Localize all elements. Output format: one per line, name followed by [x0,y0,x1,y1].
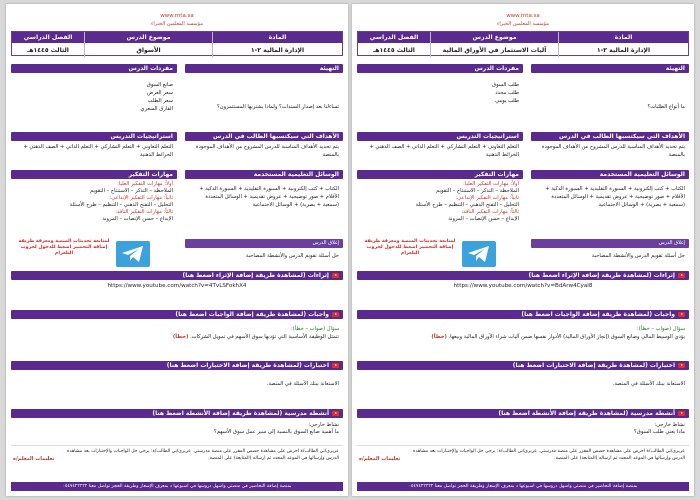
term-value: الثالث ١٤٤٥هـ [373,46,415,54]
strategies-text: التعلم التعاوني + التعلم التشاركي + التعلم الذاتي + الصف الذهني + الخرائط الذهنية [369,144,519,158]
homework-question: تتمثل الوظيفة الأساسية التي تؤديها سوق الأسهم في تمويل الشركات. [190,334,339,340]
media-title: الوسائل التعليمية المستخدمة [185,170,343,179]
tests-title-bar[interactable] [357,361,689,370]
notes-section [357,445,689,475]
tests-section [11,361,343,401]
topic-value: الأسواق [84,43,212,57]
vocab-list [11,73,177,115]
intro-title: التهيئة [185,64,343,73]
objectives-section [185,132,343,168]
homework-section [11,310,343,356]
notes-label: تعليمات المعلم/ة [13,456,55,462]
youtube-icon[interactable] [332,312,339,317]
notes-text: عزيزي/تي الطالب/ة احرص على مشاهدة حصص المقرر على منصة مدرستي. عزيزي/تي الطالب/ة: يرجى حل الواجبات والإختبارات بعد مشاهدة الدرس وإرسالها في الموعد المحدد ثم ارساله (المتابعة) على المنصة. [67,449,339,461]
objectives-title: الأهداف التي سيكتسبها الطالب في الدرس [531,132,689,141]
thinking-title: مهارات التفكير [11,170,177,179]
vocab-item: سعر الطلب [147,98,173,104]
homework-question-type: سؤال (صواب – خطأ): [290,326,339,332]
notes-label: تعليمات المعلم/ة [359,456,401,462]
thinking-skills-2: التحليل – التفتح الذهني – التنظيم – طرح الأسئلة [415,202,519,208]
closing-title: إغلاق الدرس [185,239,343,248]
homework-question: يؤدي الوسيط المالي وصانع السوق (إنجاز الأوراق المالية) الأدوار نفسها ضمن آليات شراء الأوراق المالية وبيعها. [448,334,685,340]
closing-section [185,239,343,267]
vocab-section [11,64,177,130]
closing-section [531,239,689,267]
vocab-title: مفردات الدرس [11,64,177,73]
term-label: الفصل الدراسي [358,32,430,43]
lesson-plan-page [6,4,348,496]
topic-value: آليات الاستثمار في الأوراق المالية [430,43,558,57]
tests-title: اختبارات (لمشاهدة طريقة إضافة الاختبارات اضغط هنا) [166,362,329,369]
enrich-section [357,271,689,299]
lesson-header-table [11,31,343,56]
thinking-level-1: أولاً: مهارات التفكير العليا: [117,181,173,187]
thinking-title: مهارات التفكير [357,170,523,179]
vocab-item: طلب يومي [495,98,519,104]
strategies-section [11,132,177,168]
enrich-url[interactable]: https://www.youtube.com/watch?v=4TvLSFokhX4 [107,283,247,289]
site-url[interactable]: www.mta.sa [160,13,194,19]
activity-section [11,409,343,445]
institute-name: مؤسسة المعلمين الخبراء [151,21,203,27]
closing-text: حل أسئلة تقويم الدرس والأنشطة المصاحبة [591,253,685,259]
youtube-icon[interactable] [332,273,339,278]
tests-section [357,361,689,401]
vocab-item: صانع السوق [146,82,173,88]
youtube-icon[interactable] [332,363,339,368]
homework-title: واجبات (لمشاهدة طريقة إضافة الواجبات اضغط هنا) [175,311,329,318]
youtube-icon[interactable] [678,312,685,317]
thinking-level-3: ثالثاً: مهارات التفكير الناقد: [115,209,173,215]
enrich-title-bar[interactable] [357,271,689,280]
youtube-icon[interactable] [678,411,685,416]
thinking-level-3: ثالثاً: مهارات التفكير الناقد: [461,209,519,215]
telegram-follow-link[interactable]: لمتابعة تحديثات المنصة ومعرفة طريقة إضافة التحضير اضغط للدخول لجروب التلغرام [18,239,110,256]
thinking-skills-2: التحليل – التفتح الذهني – التنظيم – طرح الأسئلة [69,202,173,208]
thinking-skills-1: الملاحظة – التذكر – الاستنتاج – التقويم [90,188,173,194]
tests-title-bar[interactable] [11,361,343,370]
intro-section [531,64,689,130]
intro-text: تساءلنا بعد إصدار السندات؟ ولماذا يشتريها المستثمرون؟ [217,104,339,110]
strategies-text: التعلم التعاوني + التعلم التشاركي + التعلم الذاتي + الصف الذهني + الخرائط الذهنية [23,144,173,158]
tests-text: الاستعانة ببنك الأسئلة في المنصة. [612,381,685,387]
subject-value: الإدارة المالية ٢-١ [212,43,342,57]
activity-label: نشاط خارجي: [654,422,685,428]
activity-title-bar[interactable] [357,409,689,418]
homework-answer: (خطأ) [431,334,447,340]
media-text: الكتاب + كتب إلكترونية + السبورة التقليدية + السبورة الذكية + الأقلام + صور توضيحية + عروض تقديمية + الوسائل المتعددة (سمعية + بصرية) + الوسائل الاجتماعية [199,186,339,208]
footer-bar: بمنصة إضافة التحاضير في منصتي واسهل دروسها في اسبوعها د بمعرف الإسعار وطريقة الحجز تواصل معنا ٠٥٤٧٤٢٢٢٢٢ [357,482,689,491]
objectives-text: يتم تحديد الأهداف المناسبة للدرس المشروح من الأهداف الموجودة بالمنصة [541,144,685,158]
homework-title: واجبات (لمشاهدة طريقة إضافة الواجبات اضغط هنا) [521,311,675,318]
youtube-icon[interactable] [678,363,685,368]
homework-question-type: سؤال (صواب – خطأ): [636,326,685,332]
thinking-skills-3: الإبداع – حسن الإنصات – المرونة [102,216,173,222]
notes-section [11,445,343,475]
youtube-icon[interactable] [332,411,339,416]
homework-title-bar[interactable] [11,310,343,319]
thinking-level-2: ثانياً: مهارات التفكير الإبداعي: [455,195,519,201]
homework-section [357,310,689,356]
term-label: الفصل الدراسي [12,32,84,43]
tests-text: الاستعانة ببنك الأسئلة في المنصة. [266,381,339,387]
activity-text: ماذا يعني طلب السوق؟ [634,429,685,435]
footer-bar: بمنصة إضافة التحاضير في منصتي واسهل دروسها في اسبوعها د بمعرف الإسعار وطريقة الحجز تواصل معنا ٠٥٤٧٤٢٢٢٢٢ [11,482,343,491]
media-section [531,170,689,236]
media-text: الكتاب + كتب إلكترونية + السبورة التقليدية + السبورة الذكية + الأقلام + صور توضيحية + عروض تقديمية + الوسائل المتعددة (سمعية + بصرية) + الوسائل الاجتماعية [545,186,685,208]
thinking-section [357,170,523,236]
activity-section [357,409,689,445]
thinking-level-2: ثانياً: مهارات التفكير الإبداعي: [109,195,173,201]
lesson-header-table [357,31,689,56]
homework-title-bar[interactable] [357,310,689,319]
media-title: الوسائل التعليمية المستخدمة [531,170,689,179]
closing-text: حل أسئلة تقويم الدرس والأنشطة المصاحبة [245,253,339,259]
topic-label: موضوع الدرس [430,32,558,43]
youtube-icon[interactable] [678,273,685,278]
subject-label: المادة [558,32,688,43]
closing-title: إغلاق الدرس [531,239,689,248]
telegram-icon[interactable] [462,241,496,267]
media-section [185,170,343,236]
thinking-section [11,170,177,236]
intro-title: التهيئة [531,64,689,73]
topic-label: موضوع الدرس [84,32,212,43]
enrich-title: إثراءات (لمشاهدة طريقة إضافة الإثراء اضغط هنا) [528,272,675,279]
activity-text: ما أهمية صانع السوق بالنسبة إلى سير عمل سوق الأسهم؟ [214,429,339,435]
vocab-item: طلب محدد [495,90,519,96]
term-value: الثالث ١٤٤٥هـ [27,46,69,54]
telegram-icon[interactable] [116,241,150,267]
activity-title-bar[interactable] [11,409,343,418]
enrich-section [11,271,343,299]
institute-name: مؤسسة المعلمين الخبراء [497,21,549,27]
site-url[interactable]: www.mta.sa [506,13,540,19]
thinking-level-1: أولاً: مهارات التفكير العليا: [463,181,519,187]
activity-title: أنشطة مدرسية (لمشاهدة طريقة إضافة الأنشطة اضغط هنا) [498,410,675,417]
vocab-item: طلب السوق [492,82,519,88]
vocab-section [357,64,523,130]
enrich-url[interactable]: https://www.youtube.com/watch?v=BdArw4Cyal8 [453,283,593,289]
lesson-plan-page [352,4,694,496]
homework-answer: (خطأ) [172,334,189,340]
notes-text: عزيزي/تي الطالب/ة احرص على مشاهدة حصص المقرر على منصة مدرستي. عزيزي/تي الطالب/ة: يرجى حل الواجبات والإختبارات بعد مشاهدة الدرس وإرسالها في الموعد المحدد ثم ارساله (المتابعة) على المنصة. [413,449,685,461]
strategies-title: استراتيجيات التدريس [357,132,523,141]
activity-title: أنشطة مدرسية (لمشاهدة طريقة إضافة الأنشطة اضغط هنا) [152,410,329,417]
subject-label: المادة [212,32,342,43]
enrich-title-bar[interactable] [11,271,343,280]
telegram-follow-link[interactable]: لمتابعة تحديثات المنصة ومعرفة طريقة إضافة التحضير اضغط للدخول لجروب التلغرام [364,239,456,256]
objectives-section [531,132,689,168]
subject-value: الإدارة المالية ٢-١ [558,43,688,57]
objectives-text: يتم تحديد الأهداف المناسبة للدرس المشروح من الأهداف الموجودة بالمنصة [195,144,339,158]
intro-text: ما أنواع الطلبات؟ [647,104,685,110]
vocab-list [357,73,523,107]
tests-title: اختبارات (لمشاهدة طريقة إضافة الاختبارات اضغط هنا) [512,362,675,369]
intro-section [185,64,343,130]
vocab-title: مفردات الدرس [357,64,523,73]
vocab-item: الفارق السعري [140,106,173,112]
objectives-title: الأهداف التي سيكتسبها الطالب في الدرس [185,132,343,141]
enrich-title: إثراءات (لمشاهدة طريقة إضافة الإثراء اضغط هنا) [182,272,329,279]
activity-label: نشاط خارجي: [308,422,339,428]
thinking-skills-1: الملاحظة – التذكر – الاستنتاج – التقويم [436,188,519,194]
strategies-title: استراتيجيات التدريس [11,132,177,141]
strategies-section [357,132,523,168]
thinking-skills-3: الإبداع – حسن الإنصات – المرونة [448,216,519,222]
vocab-item: سعر العرض [146,90,173,96]
